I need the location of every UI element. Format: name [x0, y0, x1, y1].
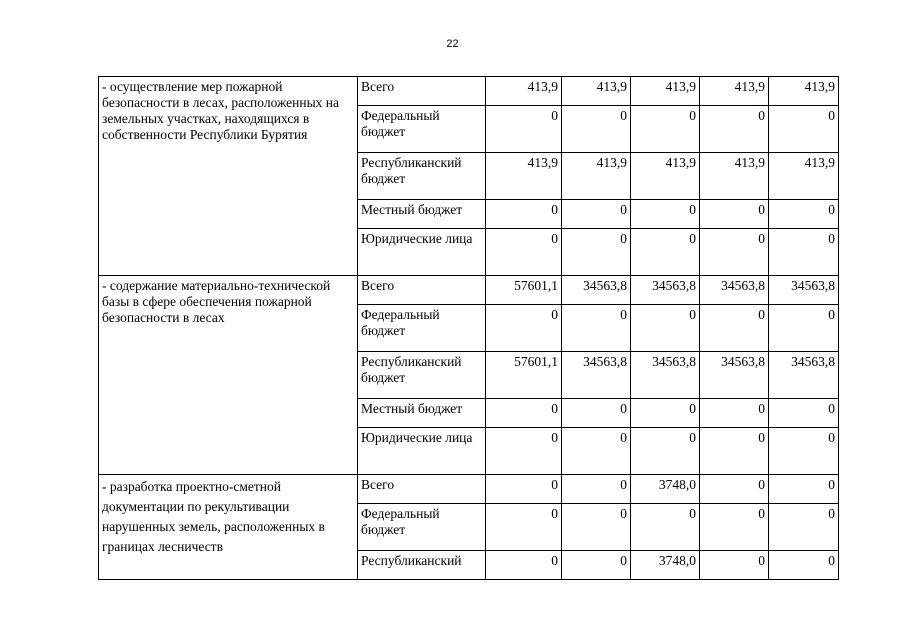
value-cell: 0	[562, 200, 631, 229]
value-cell: 0	[486, 504, 562, 551]
value-cell: 0	[486, 428, 562, 475]
value-cell: 0	[486, 229, 562, 276]
value-cell: 0	[486, 551, 562, 580]
value-cell: 0	[769, 504, 839, 551]
funding-source: Республиканский бюджет	[358, 352, 486, 399]
funding-source: Федеральный бюджет	[358, 504, 486, 551]
value-cell: 34563,8	[700, 276, 769, 305]
value-cell: 0	[700, 200, 769, 229]
value-cell: 3748,0	[631, 475, 700, 504]
funding-source: Республиканский бюджет	[358, 153, 486, 200]
value-cell: 0	[562, 504, 631, 551]
value-cell: 0	[769, 106, 839, 153]
funding-source: Федеральный бюджет	[358, 305, 486, 352]
value-cell: 413,9	[700, 153, 769, 200]
value-cell: 0	[700, 229, 769, 276]
value-cell: 0	[769, 399, 839, 428]
value-cell: 34563,8	[562, 352, 631, 399]
value-cell: 0	[769, 428, 839, 475]
value-cell: 3748,0	[631, 551, 700, 580]
value-cell: 413,9	[486, 153, 562, 200]
value-cell: 0	[700, 475, 769, 504]
value-cell: 413,9	[562, 77, 631, 106]
value-cell: 0	[769, 475, 839, 504]
value-cell: 0	[700, 551, 769, 580]
funding-source: Юридические лица	[358, 428, 486, 475]
value-cell: 0	[486, 399, 562, 428]
table-row	[99, 77, 839, 106]
value-cell: 413,9	[700, 77, 769, 106]
funding-source: Всего	[358, 77, 486, 106]
value-cell: 0	[769, 229, 839, 276]
value-cell: 413,9	[631, 153, 700, 200]
value-cell: 0	[562, 475, 631, 504]
value-cell: 34563,8	[631, 352, 700, 399]
funding-source: Местный бюджет	[358, 399, 486, 428]
funding-table	[98, 76, 839, 580]
value-cell: 0	[562, 428, 631, 475]
funding-source: Всего	[358, 276, 486, 305]
value-cell: 413,9	[631, 77, 700, 106]
table-row	[99, 276, 839, 305]
funding-source: Республиканский	[358, 551, 486, 580]
value-cell: 0	[562, 399, 631, 428]
funding-source: Юридические лица	[358, 229, 486, 276]
value-cell: 0	[486, 305, 562, 352]
value-cell: 0	[769, 551, 839, 580]
value-cell: 0	[631, 504, 700, 551]
value-cell: 34563,8	[631, 276, 700, 305]
value-cell: 0	[631, 106, 700, 153]
value-cell: 0	[631, 428, 700, 475]
value-cell: 0	[631, 200, 700, 229]
value-cell: 0	[631, 229, 700, 276]
value-cell: 0	[486, 475, 562, 504]
value-cell: 0	[700, 428, 769, 475]
value-cell: 34563,8	[562, 276, 631, 305]
value-cell: 0	[562, 551, 631, 580]
value-cell: 0	[700, 399, 769, 428]
value-cell: 57601,1	[486, 352, 562, 399]
funding-source: Федеральный бюджет	[358, 106, 486, 153]
activity-description: - разработка проектно-сметной документации по рекультивации нарушенных земель, расположенных в границах лесничеств	[99, 475, 358, 580]
value-cell: 0	[769, 200, 839, 229]
value-cell: 34563,8	[769, 276, 839, 305]
value-cell: 0	[631, 399, 700, 428]
value-cell: 34563,8	[769, 352, 839, 399]
value-cell: 0	[700, 305, 769, 352]
value-cell: 0	[631, 305, 700, 352]
value-cell: 34563,8	[700, 352, 769, 399]
value-cell: 0	[562, 106, 631, 153]
value-cell: 413,9	[769, 153, 839, 200]
table-row	[99, 475, 839, 504]
value-cell: 57601,1	[486, 276, 562, 305]
value-cell: 413,9	[769, 77, 839, 106]
value-cell: 0	[486, 106, 562, 153]
page-number: 22	[446, 38, 459, 50]
funding-source: Местный бюджет	[358, 200, 486, 229]
value-cell: 0	[562, 229, 631, 276]
value-cell: 0	[769, 305, 839, 352]
value-cell: 0	[700, 504, 769, 551]
value-cell: 413,9	[486, 77, 562, 106]
activity-description: - содержание материально-технической базы в сфере обеспечения пожарной безопасности в лесах	[99, 276, 358, 475]
funding-source: Всего	[358, 475, 486, 504]
value-cell: 413,9	[562, 153, 631, 200]
activity-description: - осуществление мер пожарной безопасности в лесах, расположенных на земельных участках, находящихся в собственности Республики Бурятия	[99, 77, 358, 276]
value-cell: 0	[486, 200, 562, 229]
value-cell: 0	[700, 106, 769, 153]
value-cell: 0	[562, 305, 631, 352]
